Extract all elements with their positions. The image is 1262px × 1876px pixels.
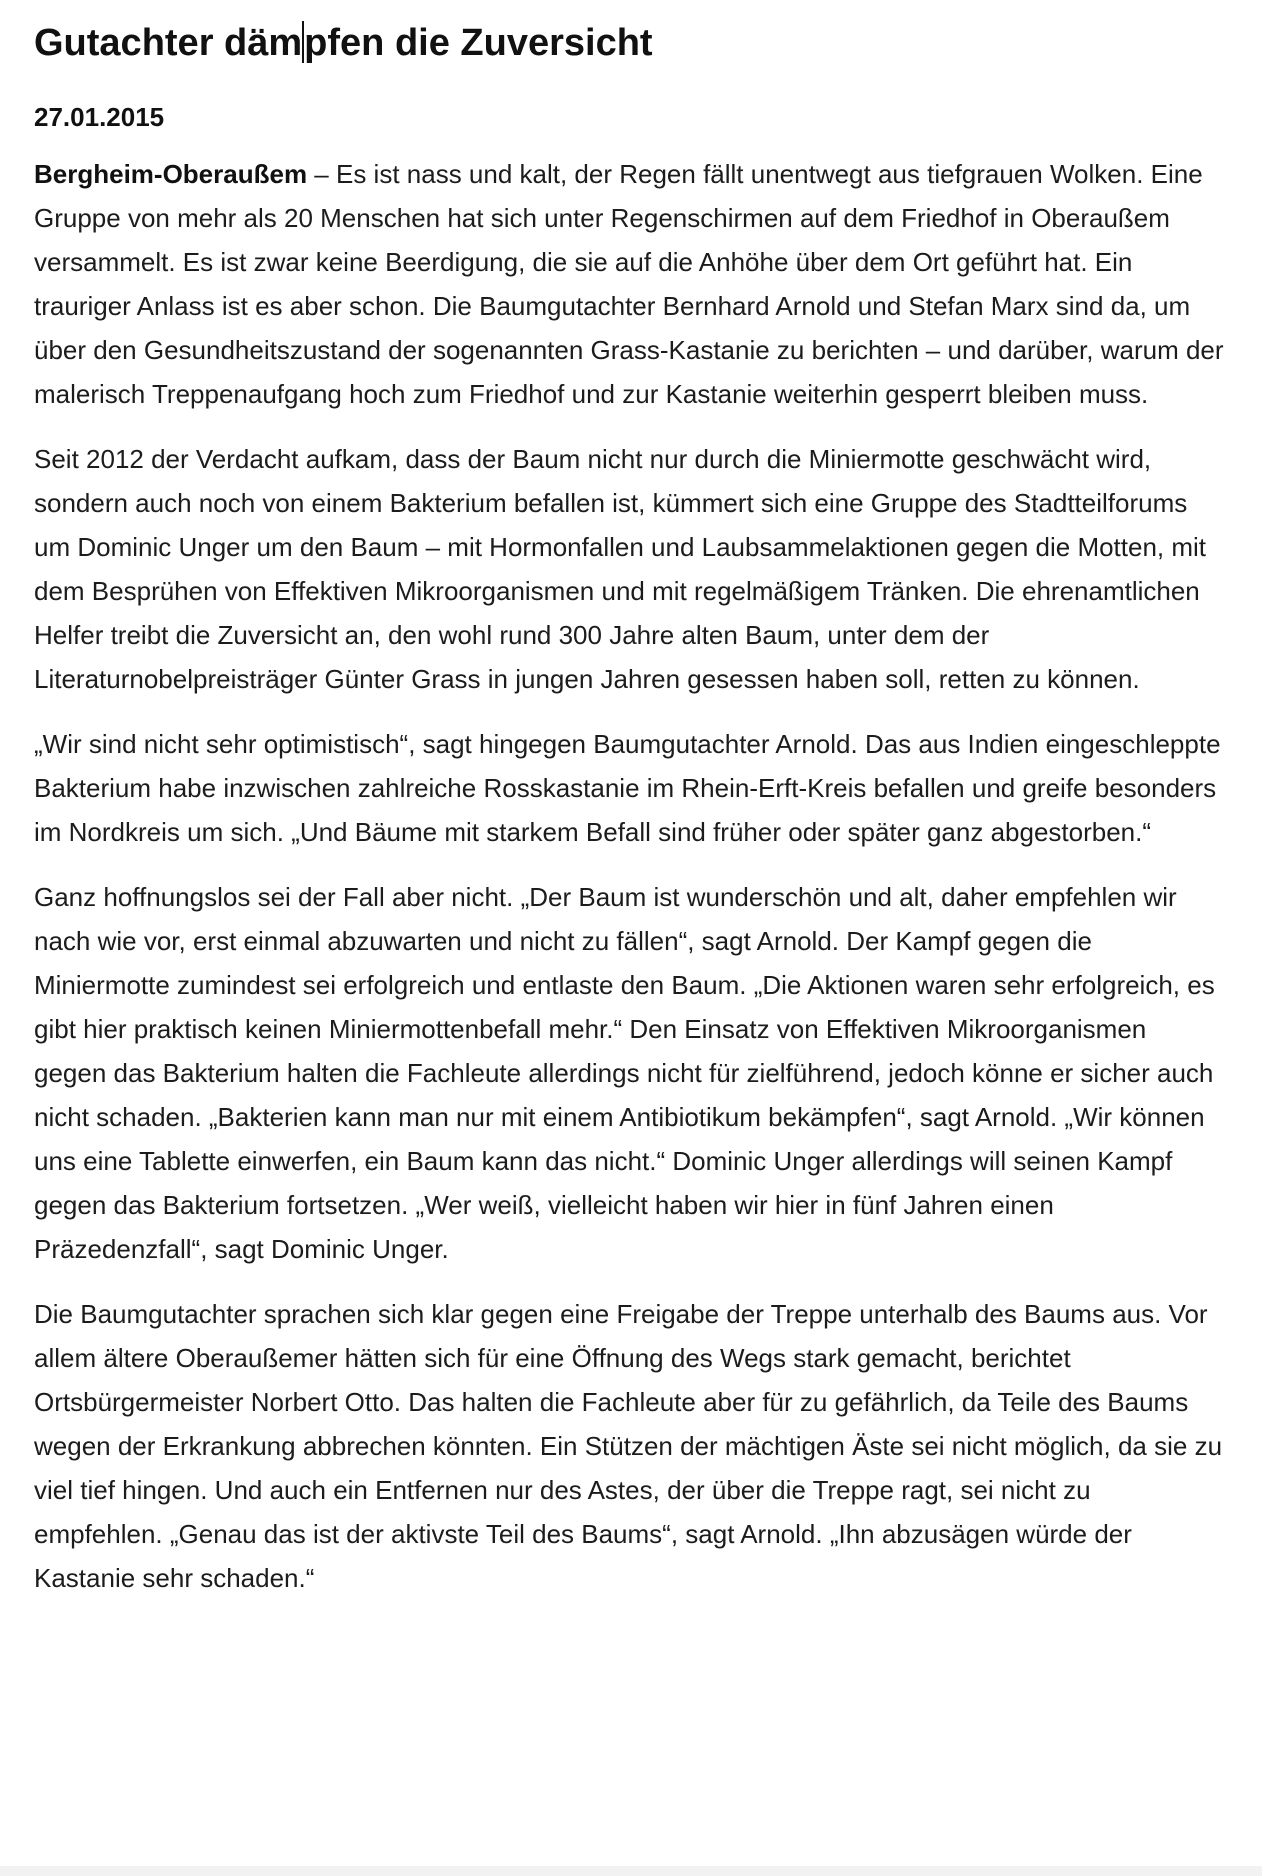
article-paragraph-2: Seit 2012 der Verdacht aufkam, dass der Baum nicht nur durch die Miniermotte geschwächt wird, sondern auch noch von einem Bakterium befallen ist, kümmert sich eine Gruppe des Stadtteilforums um Dominic Unger um den Baum – mit Hormonfallen und Laubsammelaktionen gegen die Motten, mit dem Besprühen von Effektiven Mikroorganismen und mit regelmäßigem Tränken. Die ehrenamtlichen Helfer treibt die Zuversicht an, den wohl rund 300 Jahre alten Baum, unter dem der Literaturnobelpreisträger Günter Grass in jungen Jahren gesessen haben soll, retten zu können. bbox=[34, 444, 1207, 694]
headline-text-start: Gutachter däm bbox=[34, 22, 303, 64]
bottom-edge bbox=[0, 1866, 1262, 1876]
headline-text-end: pfen die Zuversicht bbox=[304, 22, 653, 64]
article-paragraph-5: Die Baumgutachter sprachen sich klar gegen eine Freigabe der Treppe unterhalb des Baums aus. Vor allem ältere Oberaußemer hätten sich für eine Öffnung des Wegs stark gemacht, berichtet Ortsbürgermeister Norbert Otto. Das halten die Fachleute aber für zu gefährlich, da Teile des Baums wegen der Erkrankung abbrechen könnten. Ein Stützen der mächtigen Äste sei nicht möglich, da sie zu viel tief hingen. Und auch ein Entfernen nur des Astes, der über die Treppe ragt, sei nicht zu empfehlen. „Genau das ist der aktivste Teil des Baums“, sagt Arnold. „Ihn abzusägen würde der Kastanie sehr schaden.“ bbox=[34, 1299, 1223, 1593]
dateline: Bergheim-Oberaußem bbox=[34, 159, 308, 189]
article-paragraph-4: Ganz hoffnungslos sei der Fall aber nicht. „Der Baum ist wunderschön und alt, daher empfehlen wir nach wie vor, erst einmal abzuwarten und nicht zu fällen“, sagt Arnold. Der Kampf gegen die Miniermotte zumindest sei erfolgreich und entlaste den Baum. „Die Aktionen waren sehr erfolgreich, es gibt hier praktisch keinen Miniermottenbefall mehr.“ Den Einsatz von Effektiven Mikroorganismen gegen das Bakterium halten die Fachleute allerdings nicht für zielführend, jedoch könne er sicher auch nicht schaden. „Bakterien kann man nur mit einem Antibiotikum bekämpfen“, sagt Arnold. „Wir können uns eine Tablette einwerfen, ein Baum kann das nicht.“ Dominic Unger allerdings will seinen Kampf gegen das Bakterium fortsetzen. „Wer weiß, vielleicht haben wir hier in fünf Jahren einen Präzedenzfall“, sagt Dominic Unger. bbox=[34, 882, 1215, 1264]
article bbox=[34, 0, 1224, 1600]
article-paragraph-3: „Wir sind nicht sehr optimistisch“, sagt hingegen Baumgutachter Arnold. Das aus Indien eingeschleppte Bakterium habe inzwischen zahlreiche Rosskastanie im Rhein-Erft-Kreis befallen und greife besonders im Nordkreis um sich. „Und Bäume mit starkem Befall sind früher oder später ganz abgestorben.“ bbox=[34, 729, 1221, 847]
paragraph-1-text: – Es ist nass und kalt, der Regen fällt unentwegt aus tiefgrauen Wolken. Eine Gruppe von mehr als 20 Menschen hat sich unter Regenschirmen auf dem Friedhof in Oberaußem versammelt. Es ist zwar keine Beerdigung, die sie auf die Anhöhe über dem Ort geführt hat. Ein trauriger Anlass ist es aber schon. Die Baumgutachter Bernhard Arnold und Stefan Marx sind da, um über den Gesundheitszustand der sogenannten Grass-Kastanie zu berichten – und darüber, warum der malerisch Treppenaufgang hoch zum Friedhof und zur Kastanie weiterhin gesperrt bleiben muss. bbox=[34, 159, 1224, 409]
article-paragraph-1 bbox=[34, 152, 1224, 416]
article-headline bbox=[34, 0, 1224, 66]
article-date: 27.01.2015 bbox=[34, 102, 165, 132]
